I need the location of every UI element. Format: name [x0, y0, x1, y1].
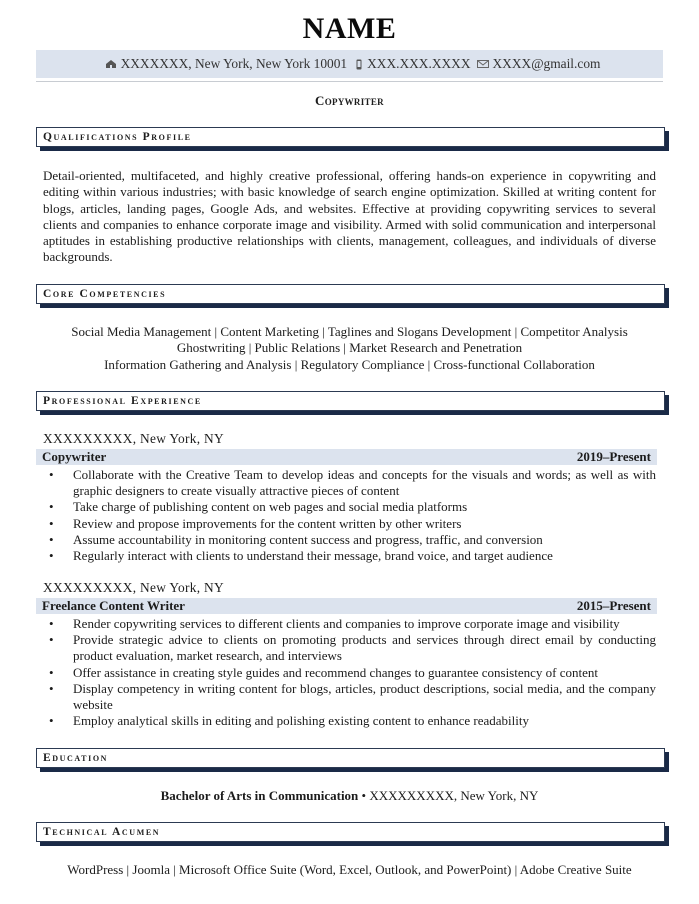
section-heading-education: Education	[36, 748, 665, 768]
role-bar	[36, 449, 657, 465]
degree: Bachelor of Arts in Communication	[160, 788, 359, 803]
education-entry	[0, 788, 699, 804]
list-item: • Offer assistance in creating style guides and recommend changes to guarantee consistency of content	[43, 665, 656, 681]
role-title: Freelance Content Writer	[42, 598, 185, 613]
section-heading-technical: Technical Acumen	[36, 822, 665, 842]
school: XXXXXXXXX, New York, NY	[369, 788, 539, 803]
job-bullets	[43, 467, 656, 564]
list-item: • Collaborate with the Creative Team to develop ideas and concepts for the visuals and words; as well as with graphic designers to create visually attractive pieces of content	[43, 467, 656, 499]
section-heading-competencies: Core Competencies	[36, 284, 665, 304]
list-item: • Review and propose improvements for the content written by other writers	[43, 516, 656, 532]
list-item: • Provide strategic advice to clients on promoting products and services through direct email by conducting product evaluation, market research, and interviews	[43, 632, 656, 664]
role-dates: 2015–Present	[576, 598, 651, 613]
section-heading-qualifications: Qualifications Profile	[36, 127, 665, 147]
competencies-list	[30, 324, 669, 373]
role-bar	[36, 598, 657, 614]
qualifications-summary: Detail-oriented, multifaceted, and highly creative professional, offering hands-on experience in copywriting and editing within various industries; with basic knowledge of search engine optimization. Skilled at writing content for blogs, articles, landing pages, Google Ads, and websites. Effective at providing copywriting services to several clients and companies to enhance corporate image and visibility. Armed with solid communication and interpersonal aptitudes in establishing productive relationships with clients, management, colleagues, and individuals of diverse backgrounds.	[43, 168, 656, 265]
contact-email: XXXX@gmail.com	[492, 56, 601, 71]
list-item: • Display competency in writing content for blogs, articles, product descriptions, social media, and the company website	[43, 681, 656, 713]
section-heading-experience: Professional Experience	[36, 391, 665, 411]
header-divider	[36, 81, 663, 82]
envelope-icon	[477, 59, 489, 69]
role-dates: 2019–Present	[576, 449, 651, 464]
contact-address: XXXXXXX, New York, New York 10001	[120, 56, 348, 71]
role-title: Copywriter	[42, 449, 107, 464]
list-item: • Assume accountability in monitoring content success and progress, traffic, and conversion	[43, 532, 656, 548]
contact-phone: XXX.XXX.XXXX	[367, 56, 471, 71]
home-icon	[105, 59, 117, 69]
competencies-line: Social Media Management | Content Marketing | Taglines and Slogans Development | Competitor Analysis	[71, 324, 628, 339]
separator: •	[358, 788, 370, 803]
competencies-line: Information Gathering and Analysis | Regulatory Compliance | Cross-functional Collaboration	[104, 356, 595, 372]
mobile-phone-icon	[355, 59, 363, 69]
list-item: • Take charge of publishing content on web pages and social media platforms	[43, 499, 656, 515]
technical-line: WordPress | Joomla | Microsoft Office Suite (Word, Excel, Outlook, and PowerPoint) | Adobe Creative Suite	[67, 862, 632, 877]
candidate-name: NAME	[302, 12, 397, 45]
list-item: • Regularly interact with clients to understand their message, brand voice, and target audience	[43, 548, 656, 564]
employer-name: XXXXXXXXX, New York, NY	[43, 431, 224, 446]
list-item: • Employ analytical skills in editing and polishing existing content to enhance readability	[43, 713, 656, 729]
contact-bar	[36, 50, 663, 78]
job-title: Copywriter	[315, 93, 384, 108]
job-bullets	[43, 616, 656, 729]
technical-skills	[30, 862, 669, 878]
list-item: • Render copywriting services to different clients and companies to improve corporate image and visibility	[43, 616, 656, 632]
employer-name: XXXXXXXXX, New York, NY	[43, 580, 224, 595]
competencies-line: Ghostwriting | Public Relations | Market Research and Penetration	[176, 340, 523, 356]
